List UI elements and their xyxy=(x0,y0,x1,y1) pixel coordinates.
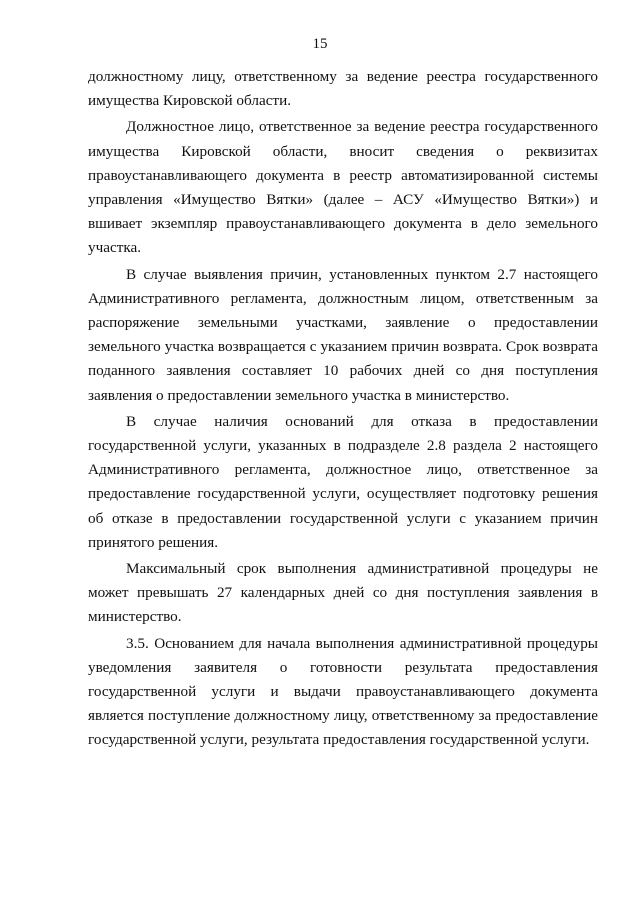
paragraph-1: должностному лицу, ответственному за ведение реестра государственного имущества Кировской области. xyxy=(88,68,598,110)
page-number: 15 xyxy=(312,36,328,52)
paragraph-5: Максимальный срок выполнения административной процедуры не может превышать 27 календарных дней со дня поступления заявления в министерство. xyxy=(88,560,598,626)
paragraph-2: Должностное лицо, ответственное за ведение реестра государственного имущества Кировской области, вносит сведения о реквизитах правоустанавливающего документа в реестр автоматизированной системы управления «Имущество Вятки» (далее – АСУ «Имущество Вятки») и вшивает экземпляр правоустанавливающего документа в дело земельного участка. xyxy=(88,118,598,257)
paragraph-6: 3.5. Основанием для начала выполнения административной процедуры уведомления заявителя о готовности результата предоставления государственной услуги и выдачи правоустанавливающего документа является поступление должностному лицу, ответственному за предоставление государственной услуги, результата предоставления государственной услуги. xyxy=(88,634,598,749)
paragraph-3: В случае выявления причин, установленных пунктом 2.7 настоящего Административного регламента, должностным лицом, ответственным за распоряжение земельными участками, заявление о предоставлении земельного участка возвращается с указанием причин возврата. Срок возврата поданного заявления составляет 10 рабочих дней со дня поступления заявления о предоставлении земельного участка в министерство. xyxy=(88,265,598,404)
document-body xyxy=(88,65,598,753)
paragraph-4: В случае наличия оснований для отказа в предоставлении государственной услуги, указанных в подразделе 2.8 раздела 2 настоящего Административного регламента, должностное лицо, ответственное за предоставление государственной услуги, осуществляет подготовку решения об отказе в предоставлении государственной услуги с указанием причин принятого решения. xyxy=(88,412,598,551)
